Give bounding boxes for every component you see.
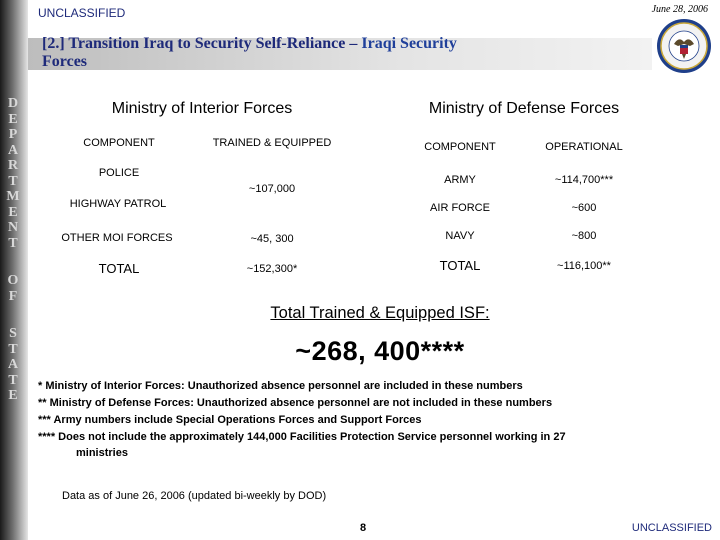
moi-total-value: ~152,300*: [246, 263, 298, 275]
moi-other-value: ~45, 300: [250, 233, 294, 245]
mod-navy: NAVY: [445, 230, 475, 242]
footnote-4: **** Does not include the approximately 144,000 Facilities Protection Service personnel working in 27: [38, 431, 566, 443]
moi-police-hp-value: ~107,000: [248, 183, 296, 195]
mod-col-component: COMPONENT: [424, 141, 496, 153]
slide-date: June 28, 2006: [651, 4, 708, 15]
mod-army-value: ~114,700***: [554, 174, 614, 186]
footnote-2: ** Ministry of Defense Forces: Unauthorized absence personnel are not included in these numbers: [38, 397, 553, 409]
moi-police: POLICE: [98, 167, 140, 179]
mod-navy-value: ~800: [571, 230, 597, 242]
department-seal-icon: [656, 18, 712, 74]
footnote-3: *** Army numbers include Special Operations Forces and Support Forces: [38, 414, 422, 426]
classification-top: UNCLASSIFIED: [38, 6, 126, 20]
moi-total-label: TOTAL: [98, 261, 140, 276]
mod-army: ARMY: [444, 174, 476, 186]
mod-air-force-value: ~600: [571, 202, 597, 214]
moi-col-component: COMPONENT: [83, 137, 155, 149]
total-isf-label: Total Trained & Equipped ISF:: [270, 304, 490, 322]
footnote-4-continued: ministries: [76, 447, 128, 459]
moi-heading: Ministry of Interior Forces: [111, 100, 293, 117]
footnote-1: * Ministry of Interior Forces: Unauthorized absence personnel are included in these numbers: [38, 380, 523, 392]
classification-bottom: UNCLASSIFIED: [631, 522, 712, 534]
department-of-state-vertical-text: D E P A R T M E N T O F S T A T E: [6, 96, 20, 403]
moi-other: OTHER MOI FORCES: [61, 232, 173, 244]
moi-highway-patrol: HIGHWAY PATROL: [69, 198, 167, 210]
total-isf-value: ~268, 400****: [295, 336, 465, 366]
mod-air-force: AIR FORCE: [430, 202, 490, 214]
moi-col-trained: TRAINED & EQUIPPED: [212, 137, 332, 149]
mod-heading: Ministry of Defense Forces: [428, 100, 620, 117]
data-as-of-note: Data as of June 26, 2006 (updated bi-weekly by DOD): [62, 490, 327, 502]
slide-title: [2.] Transition Iraq to Security Self-Reliance – Iraqi Security Forces: [42, 35, 457, 70]
page-number: 8: [360, 522, 367, 534]
mod-col-operational: OPERATIONAL: [545, 141, 623, 153]
mod-total-value: ~116,100**: [557, 260, 611, 272]
mod-total-label: TOTAL: [439, 258, 481, 273]
